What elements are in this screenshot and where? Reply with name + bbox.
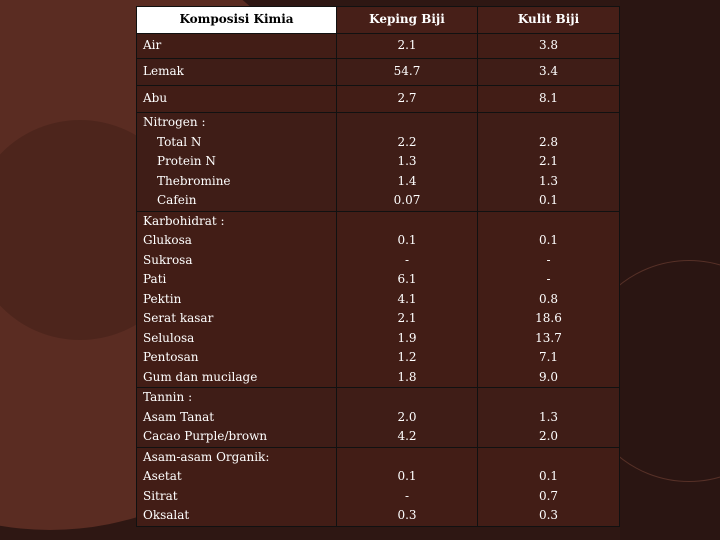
keping-value: 2.1: [397, 311, 417, 325]
keping-value: -: [404, 252, 410, 267]
kulit-value: 7.1: [538, 350, 559, 364]
item-label: Pati: [143, 272, 167, 286]
item-label: Cacao Purple/brown: [143, 429, 268, 443]
header-komposisi: Komposisi Kimia: [137, 7, 337, 34]
kulit-value: 9.0: [538, 369, 559, 384]
tannin-labels: [137, 388, 337, 448]
item-label: Serat kasar: [143, 311, 214, 325]
composition-table: [136, 6, 620, 527]
table-row-tannin: [137, 388, 620, 448]
keping-value: 0.07: [393, 193, 421, 207]
row-label: Lemak: [137, 59, 337, 86]
kulit-value: 0.7: [538, 488, 559, 503]
kulit-value: 0.1: [538, 233, 559, 247]
table-row-nitrogen: [137, 113, 620, 212]
kulit-value: 3.8: [478, 34, 620, 59]
keping-value: 1.9: [397, 330, 417, 345]
row-label: Air: [137, 34, 337, 59]
tannin-kulit-values: [478, 388, 620, 448]
keping-value: 2.0: [397, 409, 417, 424]
item-label: Cafein: [157, 193, 197, 207]
asam-kulit-values: [478, 447, 620, 526]
item-label: Sitrat: [143, 488, 178, 503]
kulit-value: -: [546, 272, 551, 286]
keping-value: 1.3: [397, 154, 417, 168]
kulit-value: 1.3: [538, 409, 559, 424]
kulit-value: 2.1: [538, 154, 559, 168]
group-title: Asam-asam Organik:: [143, 449, 270, 464]
karbohidrat-labels: [137, 211, 337, 388]
asam-labels: [137, 447, 337, 526]
item-label: Selulosa: [143, 330, 195, 345]
nitrogen-labels: [137, 113, 337, 212]
karbohidrat-kulit-values: [478, 211, 620, 388]
keping-value: -: [404, 488, 410, 503]
table-row: [137, 34, 620, 59]
group-title: Tannin :: [143, 390, 193, 404]
keping-value: 6.1: [397, 272, 417, 286]
item-label: Oksalat: [143, 508, 190, 522]
item-label: Glukosa: [143, 233, 192, 247]
kulit-value: 3.4: [478, 59, 620, 86]
group-title: Karbohidrat :: [143, 213, 225, 228]
kulit-value: 1.3: [538, 173, 559, 188]
table-header-row: [137, 7, 620, 34]
nitrogen-kulit-values: [478, 113, 620, 212]
row-label: Abu: [137, 86, 337, 113]
keping-value: 0.1: [397, 469, 417, 483]
kulit-value: 13.7: [535, 330, 562, 345]
group-title: Nitrogen :: [143, 115, 206, 129]
keping-value: 2.2: [397, 134, 417, 149]
item-label: Asetat: [143, 469, 182, 483]
header-keping-biji: Keping Biji: [337, 7, 478, 34]
keping-value: 1.2: [397, 350, 417, 364]
item-label: Pentosan: [143, 350, 199, 364]
keping-value: 4.2: [397, 429, 417, 443]
kulit-value: 0.1: [538, 193, 559, 207]
item-label: Pektin: [143, 291, 182, 306]
nitrogen-keping-values: [337, 113, 478, 212]
keping-value: 0.1: [397, 233, 417, 247]
item-label: Gum dan mucilage: [143, 369, 258, 384]
kulit-value: 18.6: [535, 311, 562, 325]
keping-value: 1.8: [397, 369, 417, 384]
item-label: Total N: [157, 134, 202, 149]
kulit-value: 0.3: [538, 508, 559, 522]
keping-value: 1.4: [397, 173, 417, 188]
item-label: Asam Tanat: [143, 409, 215, 424]
tannin-keping-values: [337, 388, 478, 448]
item-label: Protein N: [157, 154, 216, 168]
item-label: Thebromine: [157, 173, 231, 188]
kulit-value: 2.8: [538, 134, 559, 149]
kulit-value: 0.1: [538, 469, 559, 483]
keping-value: 0.3: [397, 508, 417, 522]
karbohidrat-keping-values: [337, 211, 478, 388]
table-row: [137, 59, 620, 86]
kulit-value: -: [546, 252, 551, 267]
keping-value: 2.1: [337, 34, 478, 59]
header-kulit-biji: Kulit Biji: [478, 7, 620, 34]
keping-value: 4.1: [397, 291, 417, 306]
table-row-asam: [137, 447, 620, 526]
keping-value: 2.7: [337, 86, 478, 113]
item-label: Sukrosa: [143, 252, 193, 267]
table-row: [137, 86, 620, 113]
table-row-karbohidrat: [137, 211, 620, 388]
kulit-value: 8.1: [478, 86, 620, 113]
asam-keping-values: [337, 447, 478, 526]
kulit-value: 0.8: [538, 291, 559, 306]
kulit-value: 2.0: [538, 429, 559, 443]
keping-value: 54.7: [337, 59, 478, 86]
